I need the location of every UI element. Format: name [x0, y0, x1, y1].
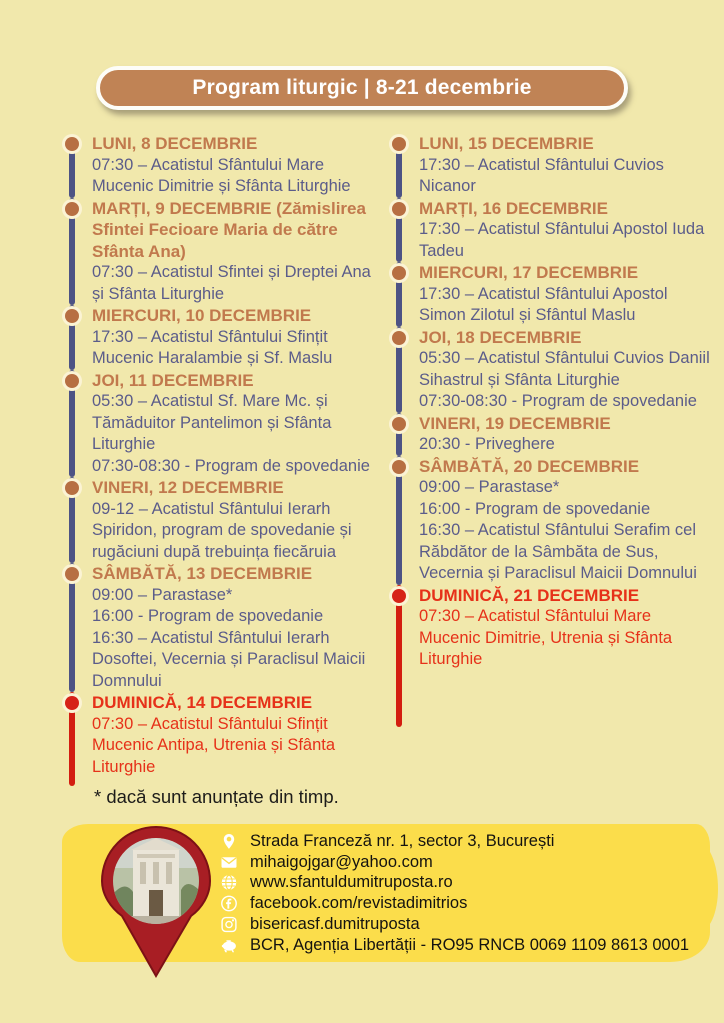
contact-text: www.sfantuldumitruposta.ro: [250, 873, 453, 892]
day-heading: VINERI, 12 DECEMBRIE: [92, 478, 284, 497]
event-text: 17:30 – Acatistul Sfântului Apostol Iuda Tadeu: [419, 220, 705, 260]
contact-row: [220, 852, 689, 873]
globe-icon: [220, 874, 238, 891]
event-text: 09-12 – Acatistul Sfântului Ierarh Spiridon, program de spovedanie și rugăciuni după trebuința fiecăruia: [92, 499, 352, 561]
day-heading: MARȚI, 16 DECEMBRIE: [419, 198, 608, 218]
location-pin-icon: [220, 833, 238, 850]
day-entry: [64, 198, 380, 306]
header-banner: [96, 66, 628, 110]
event-text: 07:30 – Acatistul Sfântului Mare Mucenic Dimitrie, Utrenia și Sfânta Liturghie: [419, 607, 673, 668]
contact-row: [220, 873, 689, 894]
day-entry: [391, 456, 713, 585]
instagram-icon: [220, 916, 238, 933]
contact-row: [220, 914, 689, 935]
email-icon: [220, 854, 238, 871]
timeline-dot: [392, 589, 406, 603]
event-text: 07:30 – Acatistul Sfântului Mare Mucenic Dimitrie și Sfânta Liturghie: [92, 155, 351, 195]
contact-text: BCR, Agenția Libertății - RO95 RNCB 0069 1109 8613 0001: [250, 935, 690, 954]
day-heading: JOI, 11 DECEMBRIE: [92, 370, 254, 390]
day-entry: [391, 413, 713, 456]
day-heading: VINERI, 19 DECEMBRIE: [419, 413, 611, 433]
day-entry: [64, 370, 380, 478]
event-text: 17:30 – Acatistul Sfântului Sfințit Mucenic Haralambie și Sf. Maslu: [92, 327, 333, 367]
event-text: 07:30-08:30 - Program de spovedanie: [419, 392, 697, 410]
contact-text: mihaigojgar@yahoo.com: [250, 852, 433, 871]
bank-icon: [220, 937, 238, 954]
day-heading: MIERCURI, 10 DECEMBRIE: [92, 306, 312, 325]
church-photo: [113, 838, 199, 924]
day-entry: [64, 477, 380, 563]
timeline-dot: [392, 331, 406, 345]
timeline-dot: [65, 567, 79, 581]
event-text: 07:30 – Acatistul Sfintei și Dreptei Ana și Sfânta Liturghie: [92, 263, 371, 303]
day-heading: MARȚI, 9 DECEMBRIE (Zămislirea Sfintei Fecioare Maria de către Sfânta Ana): [92, 198, 366, 261]
event-text: 16:00 - Program de spovedanie: [92, 607, 324, 625]
day-entry: [391, 262, 713, 327]
day-heading: LUNI, 8 DECEMBRIE: [92, 134, 258, 153]
timeline-dot: [65, 374, 79, 388]
contact-list: [220, 831, 689, 956]
day-entry: [391, 585, 713, 727]
day-entry: [64, 563, 380, 692]
footnote: * dacă sunt anunțate din timp.: [94, 786, 339, 807]
day-entry: [64, 305, 380, 370]
timeline-dot: [65, 137, 79, 151]
timeline-dot: [65, 481, 79, 495]
day-entry: [391, 133, 713, 198]
day-entry: [64, 133, 380, 198]
facebook-icon: [220, 895, 238, 912]
event-text: 05:30 – Acatistul Sf. Mare Mc. și Tămăduitor Pantelimon și Sfânta Liturghie: [92, 392, 332, 453]
timeline-dot: [392, 460, 406, 474]
event-text: 09:00 – Parastase*: [92, 585, 233, 604]
contact-text: bisericasf.dumitruposta: [250, 915, 420, 934]
event-text: 07:30-08:30 - Program de spovedanie: [92, 456, 370, 475]
timeline-dot: [65, 202, 79, 216]
schedule-column-right: [391, 133, 713, 727]
event-text: 16:30 – Acatistul Sfântului Ierarh Dosoftei, Vecernia și Paraclisul Maicii Domnului: [92, 628, 366, 690]
timeline-dot: [65, 309, 79, 323]
church-photo-pin: [95, 824, 217, 980]
event-text: 17:30 – Acatistul Sfântului Cuvios Nicanor: [419, 155, 664, 195]
event-text: 07:30 – Acatistul Sfântului Sfințit Mucenic Antipa, Utrenia și Sfânta Liturghie: [92, 714, 336, 776]
timeline-dot: [392, 266, 406, 280]
contact-text: Strada Franceză nr. 1, sector 3, București: [250, 831, 555, 850]
day-heading: DUMINICĂ, 21 DECEMBRIE: [419, 585, 640, 605]
event-text: 16:00 - Program de spovedanie: [419, 499, 651, 518]
day-entry: [391, 327, 713, 413]
day-heading: SÂMBĂTĂ, 20 DECEMBRIE: [419, 456, 640, 476]
day-entry: [391, 198, 713, 263]
event-text: 09:00 – Parastase*: [419, 478, 560, 496]
day-heading: SÂMBĂTĂ, 13 DECEMBRIE: [92, 564, 313, 583]
day-heading: DUMINICĂ, 14 DECEMBRIE: [92, 693, 313, 712]
event-text: 17:30 – Acatistul Sfântului Apostol Simon Zilotul și Sfântul Maslu: [419, 284, 668, 324]
contact-row: [220, 893, 689, 914]
timeline-dot: [392, 137, 406, 151]
schedule-column-left: [64, 133, 380, 786]
contact-row: [220, 935, 689, 956]
page-title: Program liturgic | 8-21 decembrie: [192, 76, 532, 99]
event-text: 05:30 – Acatistul Sfântului Cuvios Daniil Sihastrul și Sfânta Liturghie: [419, 349, 710, 389]
day-heading: MIERCURI, 17 DECEMBRIE: [419, 263, 639, 282]
day-entry: [64, 692, 380, 786]
timeline-dot: [392, 202, 406, 216]
event-text: 20:30 - Priveghere: [419, 435, 555, 453]
contact-text: facebook.com/revistadimitrios: [250, 894, 468, 913]
day-heading: LUNI, 15 DECEMBRIE: [419, 134, 594, 153]
timeline-dot: [65, 696, 79, 710]
event-text: 16:30 – Acatistul Sfântului Serafim cel Răbdător de la Sâmbăta de Sus, Vecernia și Paraclisul Maicii Domnului: [419, 521, 697, 582]
contact-row: [220, 831, 689, 852]
timeline-dot: [392, 417, 406, 431]
day-heading: JOI, 18 DECEMBRIE: [419, 327, 582, 347]
